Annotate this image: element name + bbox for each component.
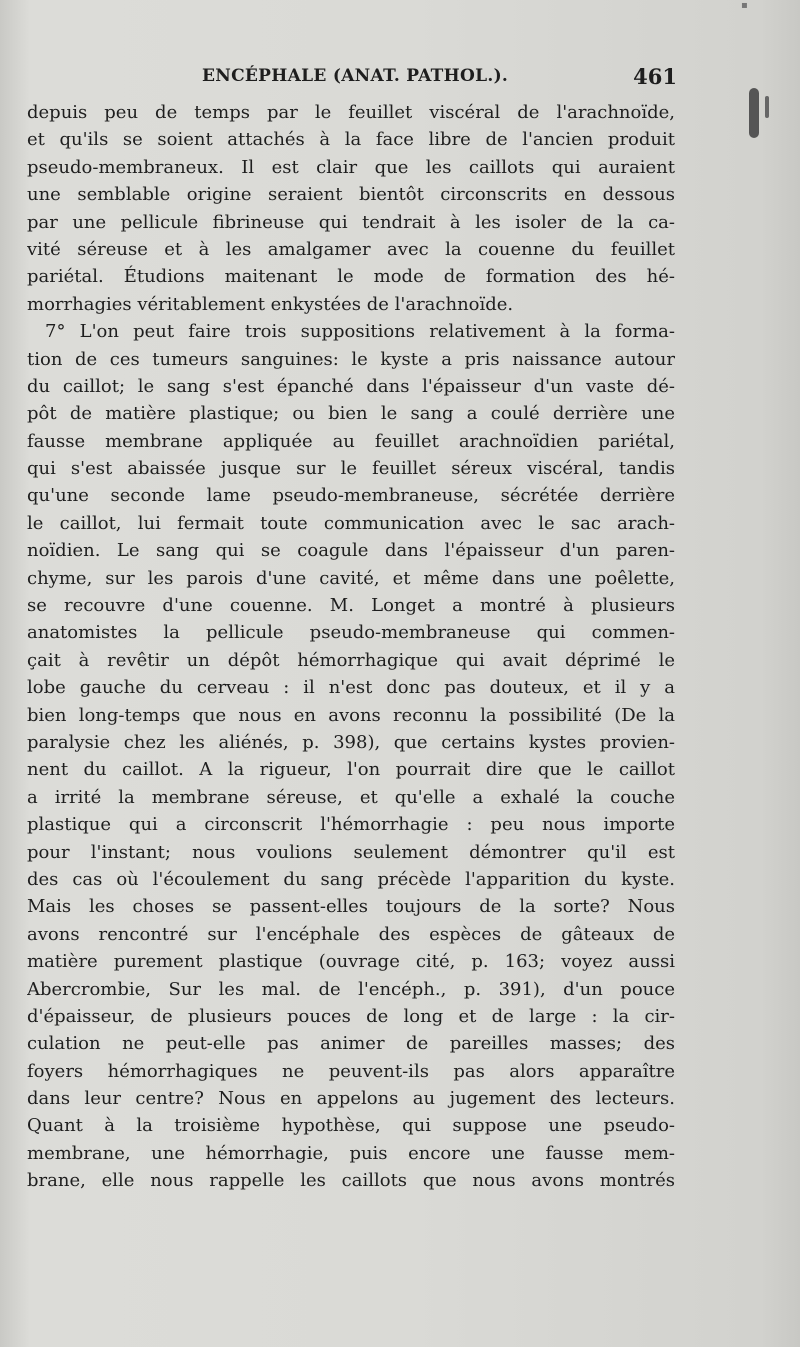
text-line: bien long-temps que nous en avons reconnu la possibilité (De la	[27, 704, 675, 726]
text-line: pôt de matière plastique; ou bien le sang a coulé derrière une	[27, 403, 675, 425]
ink-bar	[749, 88, 759, 138]
text-line: plastique qui a circonscrit l'hémorrhagie : peu nous importe	[27, 814, 675, 836]
text-line: çait à revêtir un dépôt hémorrhagique qui avait déprimé le	[27, 649, 675, 671]
text-line: qui s'est abaissée jusque sur le feuillet séreux viscéral, tandis	[27, 458, 675, 480]
text-line: chyme, sur les parois d'une cavité, et même dans une poêlette,	[27, 567, 675, 589]
corner-speck: ▪	[741, 0, 748, 11]
text-line: foyers hémorrhagiques ne peuvent-ils pas alors apparaître	[27, 1060, 675, 1082]
text-line: d'épaisseur, de plusieurs pouces de long et de large : la cir-	[27, 1005, 675, 1027]
text-line: dans leur centre? Nous en appelons au jugement des lecteurs.	[27, 1088, 675, 1110]
text-line: membrane, une hémorrhagie, puis encore une fausse mem-	[27, 1142, 675, 1164]
text-line: vité séreuse et à les amalgamer avec la couenne du feuillet	[27, 238, 675, 260]
text-line: morrhagies véritablement enkystées de l'arachnoïde.	[27, 293, 514, 315]
text-line: pseudo-membraneux. Il est clair que les caillots qui auraient	[27, 156, 675, 178]
text-line: paralysie chez les aliénés, p. 398), que certains kystes provien-	[27, 731, 675, 753]
text-line: et qu'ils se soient attachés à la face libre de l'ancien produit	[27, 129, 675, 151]
text-line: qu'une seconde lame pseudo-membraneuse, sécrétée derrière	[27, 485, 675, 507]
page-header	[27, 66, 677, 94]
text-line: fausse membrane appliquée au feuillet arachnoïdien pariétal,	[27, 430, 675, 452]
page-number: 461	[633, 64, 677, 89]
text-line: a irrité la membrane séreuse, et qu'elle a exhalé la couche	[27, 786, 675, 808]
text-line: noïdien. Le sang qui se coagule dans l'épaisseur d'un paren-	[27, 540, 675, 562]
margin-ink-mark	[749, 88, 763, 140]
text-line: se recouvre d'une couenne. M. Longet a montré à plusieurs	[27, 595, 675, 617]
text-line: des cas où l'écoulement du sang précède l'apparition du kyste.	[27, 868, 675, 890]
text-line: par une pellicule fibrineuse qui tendrait à les isoler de la ca-	[27, 211, 675, 233]
text-line: anatomistes la pellicule pseudo-membraneuse qui commen-	[27, 622, 675, 644]
text-line: le caillot, lui fermait toute communication avec le sac arach-	[27, 512, 675, 534]
text-line: Quant à la troisième hypothèse, qui suppose une pseudo-	[27, 1115, 675, 1137]
text-line: pour l'instant; nous voulions seulement démontrer qu'il est	[27, 841, 675, 863]
text-line: Abercrombie, Sur les mal. de l'encéph., p. 391), d'un pouce	[27, 978, 675, 1000]
text-line: matière purement plastique (ouvrage cité, p. 163; voyez aussi	[27, 951, 675, 973]
text-line: nent du caillot. A la rigueur, l'on pourrait dire que le caillot	[27, 759, 675, 781]
text-line: lobe gauche du cerveau : il n'est donc pas douteux, et il y a	[27, 677, 675, 699]
text-line: tion de ces tumeurs sanguines: le kyste a pris naissance autour	[27, 348, 675, 370]
text-line: avons rencontré sur l'encéphale des espèces de gâteaux de	[27, 923, 675, 945]
text-line: une semblable origine seraient bientôt circonscrits en dessous	[27, 184, 675, 206]
paragraph-start-line: 7° L'on peut faire trois suppositions relativement à la forma-	[45, 321, 675, 343]
text-line: Mais les choses se passent-elles toujours de la sorte? Nous	[27, 896, 675, 918]
running-head: ENCÉPHALE (ANAT. PATHOL.).	[202, 66, 509, 86]
ink-dot	[765, 96, 769, 118]
text-line: culation ne peut-elle pas animer de pareilles masses; des	[27, 1033, 675, 1055]
text-line: du caillot; le sang s'est épanché dans l'épaisseur d'un vaste dé-	[27, 375, 675, 397]
body-text	[27, 99, 675, 1195]
text-line: pariétal. Étudions maitenant le mode de formation des hé-	[27, 266, 675, 288]
text-line: brane, elle nous rappelle les caillots que nous avons montrés	[27, 1170, 675, 1192]
text-line: depuis peu de temps par le feuillet viscéral de l'arachnoïde,	[27, 102, 675, 123]
